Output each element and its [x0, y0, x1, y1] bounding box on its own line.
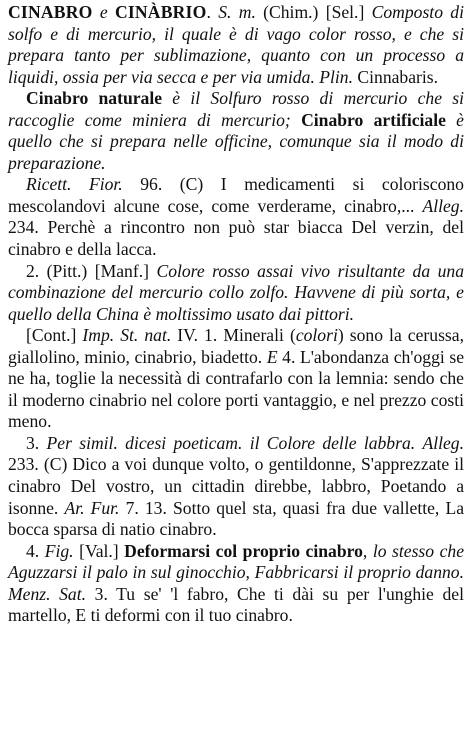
headword: CINABRO: [8, 2, 93, 22]
source-citation: Ar. Fur.: [64, 497, 120, 518]
subdefinition-paragraph: [8, 88, 464, 174]
punctuation: .: [206, 2, 219, 22]
field-label: [Val.]: [73, 540, 125, 561]
sense-number: 3.: [26, 432, 47, 453]
sense-definition: lo stesso che Aguzzarsi il palo in sul ginocchio, Fabbricarsi il proprio danno.: [8, 540, 464, 583]
source-citation: Alleg.: [422, 432, 464, 453]
quotation-text: 7. 13. Sotto quel sta, quasi fra due vallette, La bocca sparsa di natio cinabro.: [8, 497, 464, 540]
sense-4-paragraph: [8, 541, 464, 627]
source-citation: Imp. St. nat.: [82, 325, 172, 346]
entry-definition-paragraph: [8, 2, 464, 88]
sense-number: 4.: [26, 540, 45, 561]
sense-definition: Per simil. dicesi poeticam. il Colore delle labbra.: [46, 432, 416, 453]
definition-text: Composto di solfo e di mercurio, il quale è di vago color rosso, e che si prepara tanto per sublimazione, quanto con un processo a liquidi, ossia per via secca e per via umida.: [8, 2, 464, 87]
source-citation: Ricett. Fior.: [26, 174, 123, 195]
figurative-label: Fig.: [44, 540, 74, 561]
citation-paragraph: [8, 325, 464, 433]
field-label: [Cont.]: [26, 325, 83, 346]
sense-definition: Colore rosso assai vivo risultante da una combinazione del mercurio collo zolfo. Havvene di più sorta, e quello della China è moltissimo usato dai pittori.: [8, 260, 464, 324]
connector-text: e: [92, 2, 115, 22]
quotation-text: 96. (C) I medicamenti si coloriscono mescolandovi alcune cose, come verderame, cinabro,...: [8, 174, 464, 216]
sense-3-paragraph: [8, 433, 464, 541]
quotation-text: 3. Tu se' 'l fabro, Che ti dài su per l'unghie del martello, E ti deformi con il tuo cinabro.: [8, 583, 464, 626]
quotation-text: 4. L'abondanza ch'oggi se ne ha, toglie la necessità di contrafarlo con la lemnia: sendo che il moderno cinabrio nel colore porti vantaggio, e nel prezzo costi meno.: [8, 346, 465, 432]
term-artificial: Cinabro artificiale: [301, 109, 446, 130]
quotation-text: IV. 1. Minerali (: [171, 325, 296, 346]
quotation-text: ) sono la cerussa, giallolino, minio, cinabrio, biadetto.: [8, 325, 464, 367]
source-citation: Menz. Sat.: [8, 583, 87, 604]
source-citation: Plin.: [319, 66, 353, 87]
quotation-text: 233. (C) Dico a voi dunque volto, o gentildonne, S'apprezzate il cinabro Del vostro, un cittadin direbbe, labbro, Poetando a isonne.: [8, 454, 464, 518]
part-of-speech: S. m.: [218, 2, 256, 22]
field-label: (Chim.) [Sel.]: [255, 2, 372, 22]
source-citation: E: [266, 346, 278, 367]
latin-equivalent: Cinnabaris.: [353, 66, 439, 87]
term-natural-definition: è il Solfuro rosso di mercurio che si raccoglie come miniera di mercurio;: [8, 88, 464, 130]
italic-word: colori: [295, 325, 338, 346]
sense-number-and-field: 2. (Pitt.) [Manf.]: [26, 260, 157, 281]
term-natural: Cinabro naturale: [26, 88, 163, 109]
term-artificial-definition: è quello che si prepara nelle officine, comunque sia il modo di preparazione.: [8, 109, 464, 173]
dictionary-entry-cinabro: [8, 2, 464, 627]
headword-variant: CINÀBRIO: [114, 2, 207, 22]
punctuation: ,: [362, 540, 373, 561]
citation-paragraph: [8, 174, 464, 260]
source-citation: Alleg.: [422, 195, 464, 216]
sense-2-paragraph: [8, 261, 464, 326]
phrase-term: Deformarsi col proprio cinabro: [124, 540, 363, 561]
quotation-text: 234. Perchè a rincontro non può star biacca Del verzin, del cinabro e della lacca.: [8, 217, 464, 260]
